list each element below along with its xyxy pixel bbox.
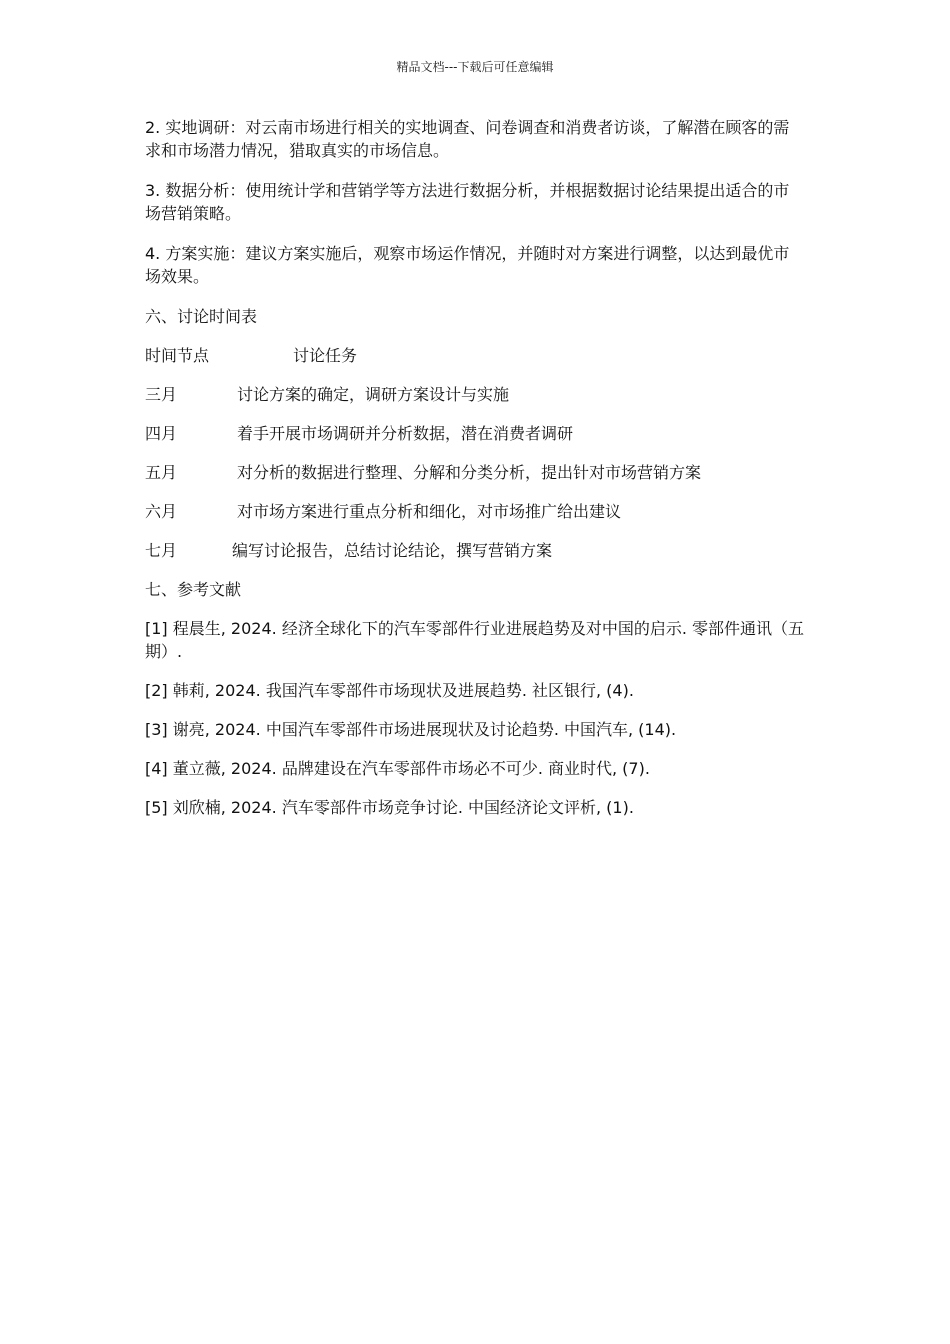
step-paragraph-3: 3. 数据分析：使用统计学和营销学等方法进行数据分析，并根据数据讨论结果提出适合的市场营销策略。 [145,181,790,223]
schedule-col-time: 时间节点 [145,346,210,365]
reference-item: [4] 董立薇, 2024. 品牌建设在汽车零部件市场必不可少. 商业时代, (7). [145,759,650,778]
document-body [145,116,805,835]
schedule-task: 对市场方案进行重点分析和细化，对市场推广给出建议 [237,502,622,521]
schedule-task: 讨论方案的确定，调研方案设计与实施 [237,385,510,404]
references-heading: 七、参考文献 [145,580,242,599]
schedule-task: 编写讨论报告，总结讨论结论，撰写营销方案 [232,541,553,560]
schedule-row [145,422,805,445]
reference-item: [2] 韩莉, 2024. 我国汽车零部件市场现状及进展趋势. 社区银行, (4). [145,681,634,700]
schedule-time: 七月 [145,541,178,560]
schedule-time: 六月 [145,502,178,521]
schedule-row [145,500,805,523]
schedule-task: 对分析的数据进行整理、分解和分类分析，提出针对市场营销方案 [237,463,702,482]
reference-item: [1] 程晨生, 2024. 经济全球化下的汽车零部件行业进展趋势及对中国的启示. 零部件通讯（五期）. [145,619,804,661]
step-paragraph-4: 4. 方案实施：建议方案实施后，观察市场运作情况，并随时对方案进行调整，以达到最优市场效果。 [145,244,790,286]
schedule-row [145,461,805,484]
schedule-time: 三月 [145,385,178,404]
schedule-col-task: 讨论任务 [293,346,358,365]
schedule-time: 五月 [145,463,178,482]
schedule-heading: 六、讨论时间表 [145,307,258,326]
schedule-row [145,383,805,406]
step-paragraph-2: 2. 实地调研：对云南市场进行相关的实地调查、问卷调查和消费者访谈，了解潜在顾客的需求和市场潜力情况，猎取真实的市场信息。 [145,118,790,160]
schedule-header-row [145,344,805,367]
reference-item: [5] 刘欣楠, 2024. 汽车零部件市场竞争讨论. 中国经济论文评析, (1). [145,798,634,817]
schedule-time: 四月 [145,424,178,443]
schedule-task: 着手开展市场调研并分析数据，潜在消费者调研 [237,424,574,443]
page-header: 精品文档---下载后可任意编辑 [396,60,554,74]
schedule-row [145,539,805,562]
reference-item: [3] 谢亮, 2024. 中国汽车零部件市场进展现状及讨论趋势. 中国汽车, (14). [145,720,677,739]
